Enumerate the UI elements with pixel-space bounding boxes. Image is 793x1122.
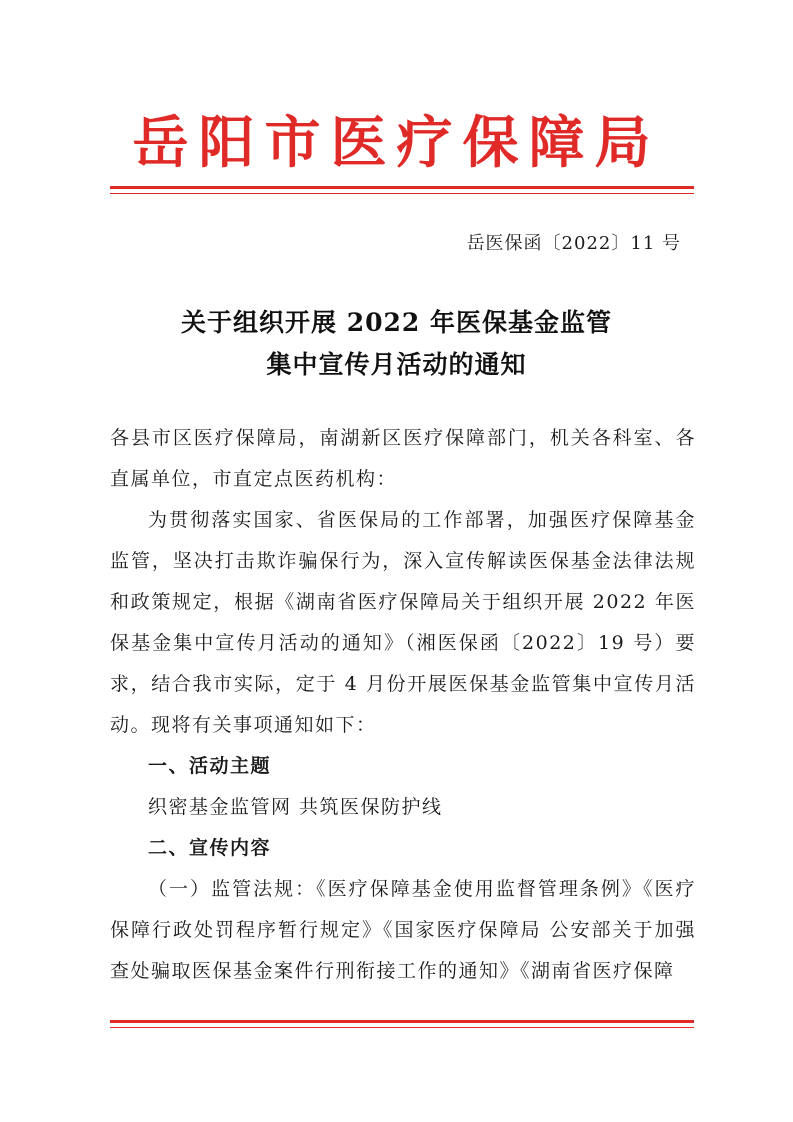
document-title-line-2: 集中宣传月活动的通知 bbox=[266, 350, 527, 379]
agency-letterhead: 岳阳市医疗保障局 bbox=[132, 110, 661, 176]
header-rule-thick bbox=[110, 186, 694, 189]
section-2-heading: 二、宣传内容 bbox=[148, 837, 272, 859]
document-title-line-1: 关于组织开展 2022 年医保基金监管 bbox=[181, 308, 612, 337]
section-1-heading: 一、活动主题 bbox=[148, 755, 272, 777]
footer-rule-thin bbox=[110, 1027, 694, 1028]
document-number: 岳医保函〔2022〕11 号 bbox=[466, 233, 681, 254]
section-2-item-1: （一）监管法规：《医疗保障基金使用监督管理条例》《医疗保障行政处罚程序暂行规定》《国家医疗保障局 公安部关于加强查处骗取医保基金案件行刑衔接工作的通知》《湖南省医疗保障 bbox=[110, 878, 696, 982]
addressee-paragraph: 各县市区医疗保障局，南湖新区医疗保障部门，机关各科室、各直属单位，市直定点医药机构： bbox=[110, 427, 696, 490]
footer-rule-thick bbox=[110, 1020, 694, 1023]
header-rule-thin bbox=[110, 193, 694, 194]
document-body bbox=[110, 418, 696, 992]
section-1-text: 织密基金监管网 共筑医保防护线 bbox=[148, 796, 443, 818]
intro-paragraph: 为贯彻落实国家、省医保局的工作部署，加强医疗保障基金监管，坚决打击欺诈骗保行为，深入宣传解读医保基金法律法规和政策规定，根据《湖南省医疗保障局关于组织开展 2022 年医保基金集中宣传月活动的通知》（湘医保函〔2022〕19 号）要求，结合我市实际，定于 4 月份开展医保基金监管集中宣传月活动。现将有关事项通知如下： bbox=[110, 509, 696, 736]
